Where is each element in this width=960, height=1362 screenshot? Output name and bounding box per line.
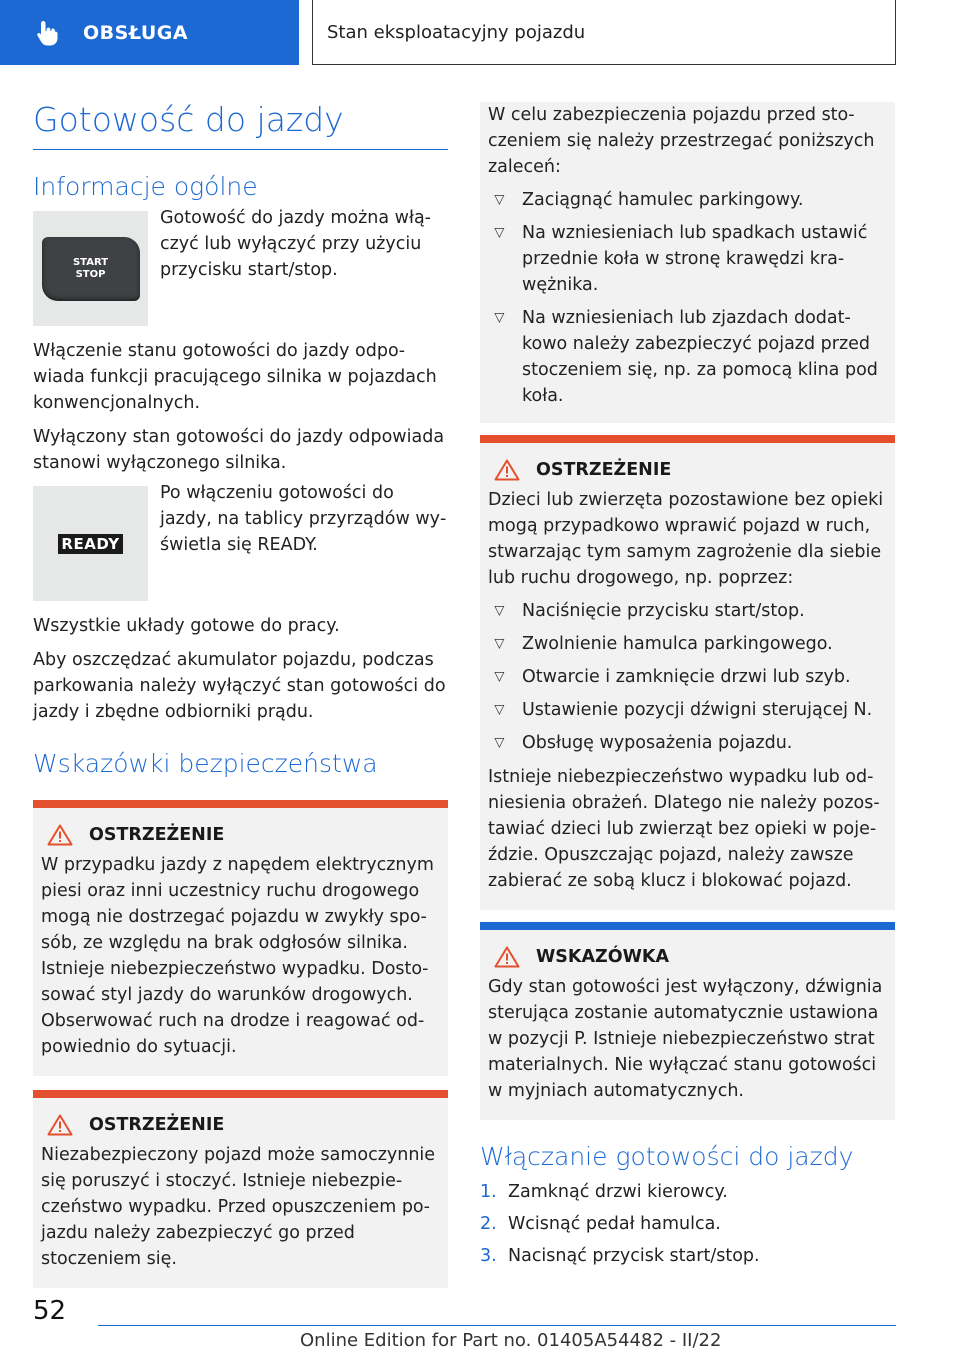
ready-text: Po włączeniu gotowości do jazdy, na tablicy przyrządów wyświetla się READY. [160, 483, 447, 555]
warning-triangle-icon [494, 459, 520, 481]
start-stop-row [33, 208, 448, 326]
start-stop-button-illustration [42, 237, 140, 301]
continued-list [488, 187, 887, 409]
paragraph-ready-on: Włączenie stanu gotowości do jazdy odpowiada funkcji pracującego silnika w pojazdach konwencjonalnych. [33, 341, 437, 413]
warning-box-electric [33, 800, 448, 1076]
start-stop-text: Gotowość do jazdy można włączyć lub wyłączyć przy użyciu przycisku start/stop. [160, 208, 431, 280]
start-label: START [72, 256, 109, 268]
paragraph-ready-off: Wyłączony stan gotowości do jazdy odpowiada stanowi wyłączonego silnika. [33, 427, 445, 473]
ready-row [33, 483, 448, 601]
safety-heading: Wskazówki bezpieczeństwa [33, 749, 378, 778]
step-item: 2. Wcisnąć pedał hamulca. [480, 1214, 721, 1234]
note-text: Gdy stan gotowości jest wyłączony, dźwignia sterująca zostanie automatycznie ustawiona w pozycji P. Istnieje niebezpieczeństwo strat materialnych. Nie wyłączać stanu gotowości w myjniach automatycznych. [488, 977, 883, 1101]
ready-image [33, 486, 148, 601]
warning-box-children [480, 435, 895, 910]
continued-box [480, 102, 895, 423]
stop-label: STOP [75, 268, 106, 280]
list-item: ▷ Naciśnięcie przycisku start/stop. [488, 598, 887, 624]
list-item: ▷ Obsługę wyposażenia pojazdu. [488, 730, 887, 756]
ready-indicator: READY [58, 534, 122, 554]
page-title: Gotowość do jazdy [33, 100, 448, 150]
note-title: WSKAZÓWKA [488, 946, 887, 968]
footer-edition: Online Edition for Part no. 01405A54482 - II/22 [300, 1330, 722, 1351]
right-column [480, 102, 895, 1275]
warning-triangle-icon [47, 824, 73, 846]
warning-outro: Istnieje niebezpieczeństwo wypadku lub odniesienia obrażeń. Dlatego nie należy pozostawiać dzieci lub zwierząt bez opieki w pojeździe. Opuszczając pojazd, należy zawsze zabierać ze sobą klucz i blokować pojazd. [488, 767, 880, 891]
warning-title: OSTRZEŻENIE [41, 1114, 440, 1136]
chapter-title: Stan eksploatacyjny pojazdu [312, 0, 896, 65]
note-box [480, 922, 895, 1120]
footer-divider [98, 1325, 896, 1326]
paragraph-systems: Wszystkie układy gotowe do pracy. [33, 616, 340, 636]
section-tab [0, 0, 299, 65]
warning-text: Niezabezpieczony pojazd może samoczynnie się poruszyć i stoczyć. Istnieje niebezpieczeństwo wypadku. Przed opuszczeniem pojazdu należy zabezpieczyć go przed stoczeniem się. [41, 1145, 436, 1269]
general-heading: Informacje ogólne [33, 172, 258, 201]
switch-on-heading: Włączanie gotowości do jazdy [480, 1142, 854, 1171]
warning-title: OSTRZEŻENIE [41, 824, 440, 846]
step-item: 1. Zamknąć drzwi kierowcy. [480, 1182, 728, 1202]
step-item: 3. Nacisnąć przycisk start/stop. [480, 1246, 760, 1266]
start-stop-image [33, 211, 148, 326]
section-label: OBSŁUGA [83, 21, 189, 44]
warning-text: W przypadku jazdy z napędem elektrycznym piesi oraz inni uczestnicy ruchu drogowego mogą nie dostrzegać pojazdu w zwykły sposób, ze względu na brak odgłosów silnika. Istnieje niebezpieczeństwo wypadku. Dostosować styl jazdy do warunków drogowych. Obserwować ruch na drodze i reagować odpowiednio do sytuacji. [41, 855, 434, 1057]
paragraph-battery: Aby oszczędzać akumulator pojazdu, podczas parkowania należy wyłączyć stan gotowości do jazdy i zbędne odbiorniki prądu. [33, 650, 446, 722]
list-item: ▷ Na wzniesieniach lub zjazdach dodatkowo należy zabezpieczyć pojazd przed stoczeniem się, np. za pomocą klina pod koła. [488, 305, 887, 409]
list-item: ▷ Ustawienie pozycji dźwigni sterującej N. [488, 697, 887, 723]
steps-list [480, 1179, 895, 1269]
list-item: ▷ Zwolnienie hamulca parkingowego. [488, 631, 887, 657]
left-column [33, 100, 448, 1288]
list-item: ▷ Otwarcie i zamknięcie drzwi lub szyb. [488, 664, 887, 690]
warning-intro: Dzieci lub zwierzęta pozostawione bez opieki mogą przypadkowo wprawić pojazd w ruch, stwarzając tym samym zagrożenie dla siebie lub ruchu drogowego, np. poprzez: [488, 490, 884, 588]
continued-intro: W celu zabezpieczenia pojazdu przed stoczeniem się należy przestrzegać poniższych zaleceń: [488, 105, 875, 177]
list-item: ▷ Na wzniesieniach lub spadkach ustawić przednie koła w stronę krawędzi krawężnika. [488, 220, 887, 298]
warning-box-rolling [33, 1090, 448, 1288]
warning-title: OSTRZEŻENIE [488, 459, 887, 481]
caution-triangle-icon [494, 946, 520, 968]
warning-list [488, 598, 887, 756]
warning-triangle-icon [47, 1114, 73, 1136]
page-number: 52 [33, 1296, 67, 1326]
hand-pointer-icon [33, 18, 63, 48]
list-item: ▷ Zaciągnąć hamulec parkingowy. [488, 187, 887, 213]
